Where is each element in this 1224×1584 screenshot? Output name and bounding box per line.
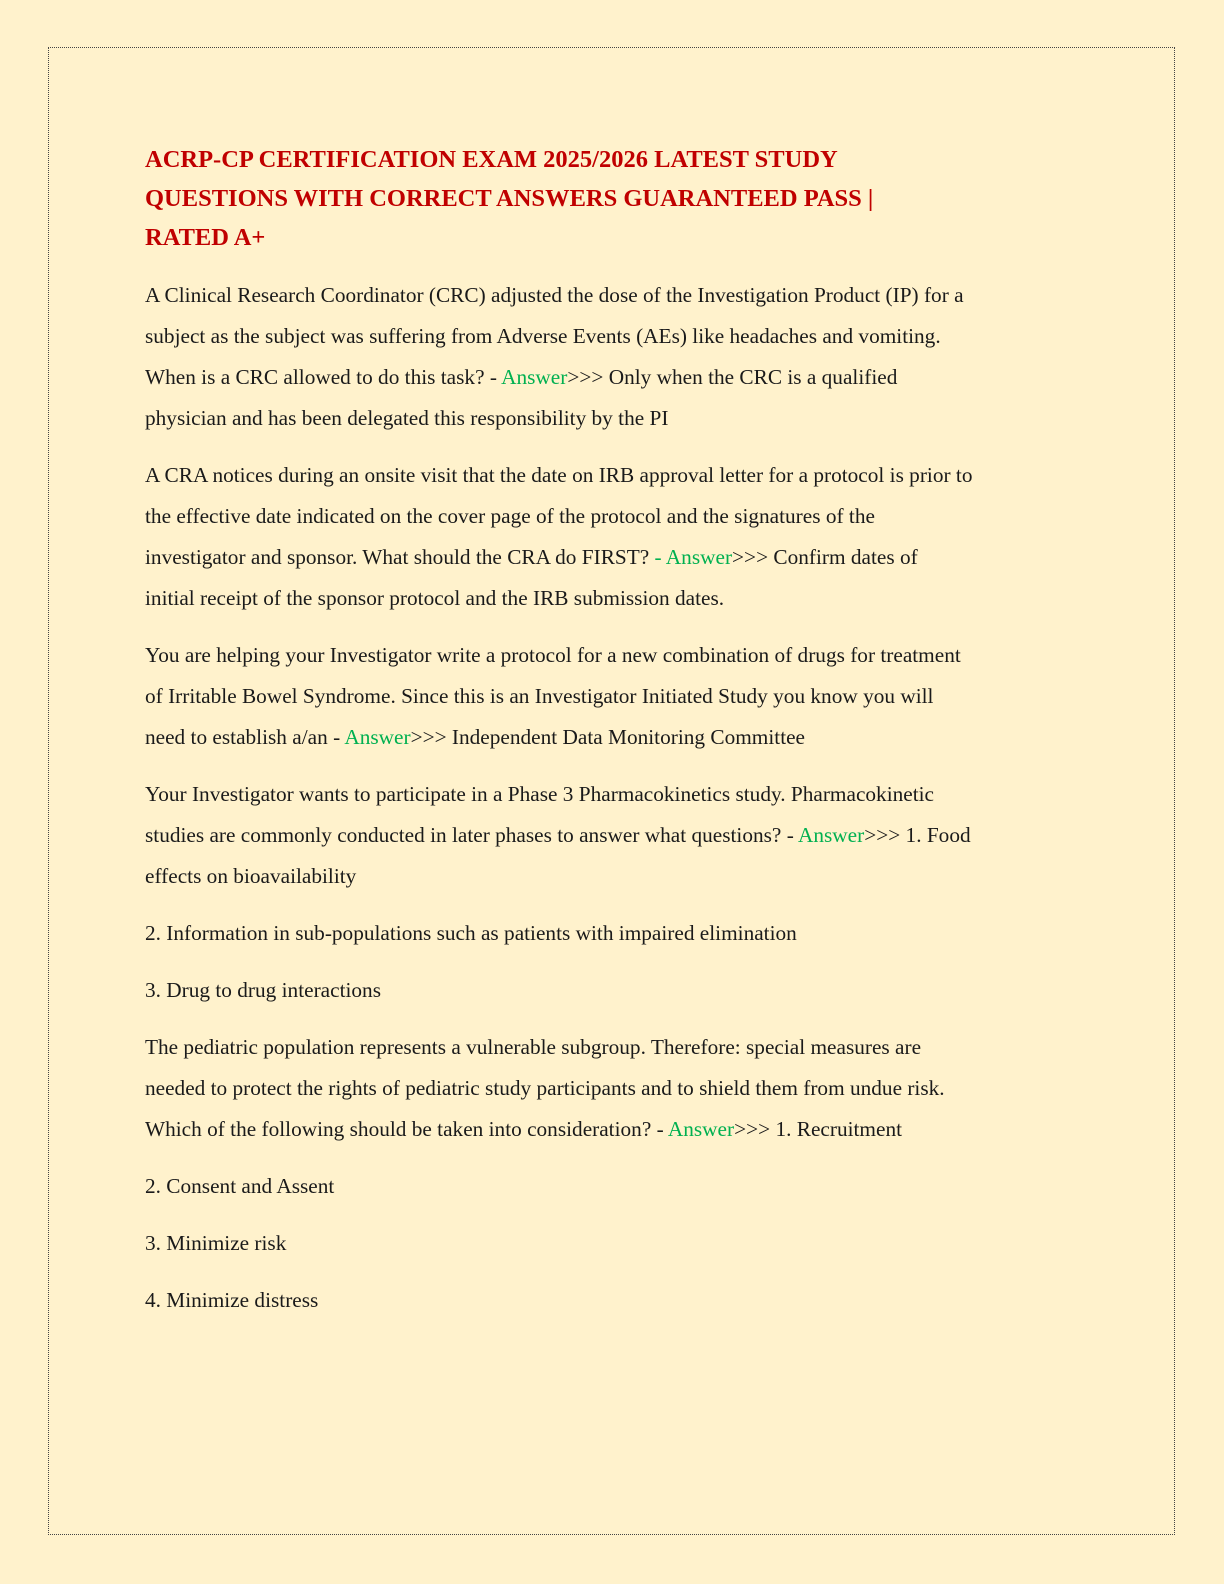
list-item: 3. Minimize risk	[145, 1231, 287, 1255]
answer-text: >>> 1. Recruitment	[734, 1117, 903, 1141]
answer-dash: -	[654, 545, 666, 569]
text-line: physician and has been delegated this responsibility by the PI	[145, 406, 669, 430]
text-line: effects on bioavailability	[145, 864, 357, 888]
question-text: Which of the following should be taken into consideration? -	[145, 1117, 668, 1141]
question-answer-1	[145, 275, 1085, 439]
answer-label: Answer	[667, 1117, 735, 1141]
question-text: need to establish a/an -	[145, 725, 345, 749]
answer-label	[655, 545, 733, 569]
text-line: subject as the subject was suffering from Adverse Events (AEs) like headaches and vomiting.	[145, 324, 941, 348]
text-line: the effective date indicated on the cover page of the protocol and the signatures of the	[145, 504, 875, 528]
text-line: needed to protect the rights of pediatric study participants and to shield them from undue risk.	[145, 1076, 945, 1100]
text-line: A CRA notices during an onsite visit that the date on IRB approval letter for a protocol is prior to	[145, 463, 973, 487]
text-line: of Irritable Bowel Syndrome. Since this is an Investigator Initiated Study you know you will	[145, 684, 934, 708]
answer-label: Answer	[797, 823, 865, 847]
document-body	[145, 140, 1085, 1337]
answer-word: Answer	[665, 545, 733, 569]
answer-text: >>> Only when the CRC is a qualified	[567, 365, 898, 389]
text-line: A Clinical Research Coordinator (CRC) adjusted the dose of the Investigation Product (IP) for a	[145, 283, 964, 307]
text-line: Your Investigator wants to participate in a Phase 3 Pharmacokinetics study. Pharmacokinetic	[145, 782, 934, 806]
list-item: 4. Minimize distress	[145, 1288, 319, 1312]
title-line: RATED A+	[145, 224, 266, 251]
list-item: 2. Consent and Assent	[145, 1174, 335, 1198]
text-line	[145, 537, 1085, 578]
list-item: 3. Drug to drug interactions	[145, 978, 381, 1002]
text-line: initial receipt of the sponsor protocol and the IRB submission dates.	[145, 586, 725, 610]
text-line	[145, 357, 1085, 398]
title-line: QUESTIONS WITH CORRECT ANSWERS GUARANTEED PASS |	[145, 185, 874, 212]
question-text: investigator and sponsor. What should the CRA do FIRST?	[145, 545, 655, 569]
text-line: The pediatric population represents a vulnerable subgroup. Therefore: special measures are	[145, 1035, 922, 1059]
text-line	[145, 1109, 1085, 1150]
text-line	[145, 717, 1085, 758]
question-answer-2	[145, 455, 1085, 619]
list-item: 2. Information in sub-populations such as patients with impaired elimination	[145, 921, 797, 945]
question-answer-4	[145, 774, 1085, 897]
document-title	[145, 140, 1085, 257]
answer-text: >>> 1. Food	[864, 823, 971, 847]
answer-label: Answer	[501, 365, 568, 389]
text-line	[145, 815, 1085, 856]
question-answer-3	[145, 635, 1085, 758]
text-line: You are helping your Investigator write a protocol for a new combination of drugs for treatment	[145, 643, 961, 667]
title-line: ACRP-CP CERTIFICATION EXAM 2025/2026 LATEST STUDY	[145, 146, 838, 173]
answer-text: >>> Confirm dates of	[732, 545, 918, 569]
answer-label: Answer	[344, 725, 411, 749]
question-answer-5	[145, 1027, 1085, 1150]
question-text: When is a CRC allowed to do this task? -	[145, 365, 502, 389]
answer-text: >>> Independent Data Monitoring Committee	[410, 725, 806, 749]
question-text: studies are commonly conducted in later phases to answer what questions? -	[145, 823, 798, 847]
